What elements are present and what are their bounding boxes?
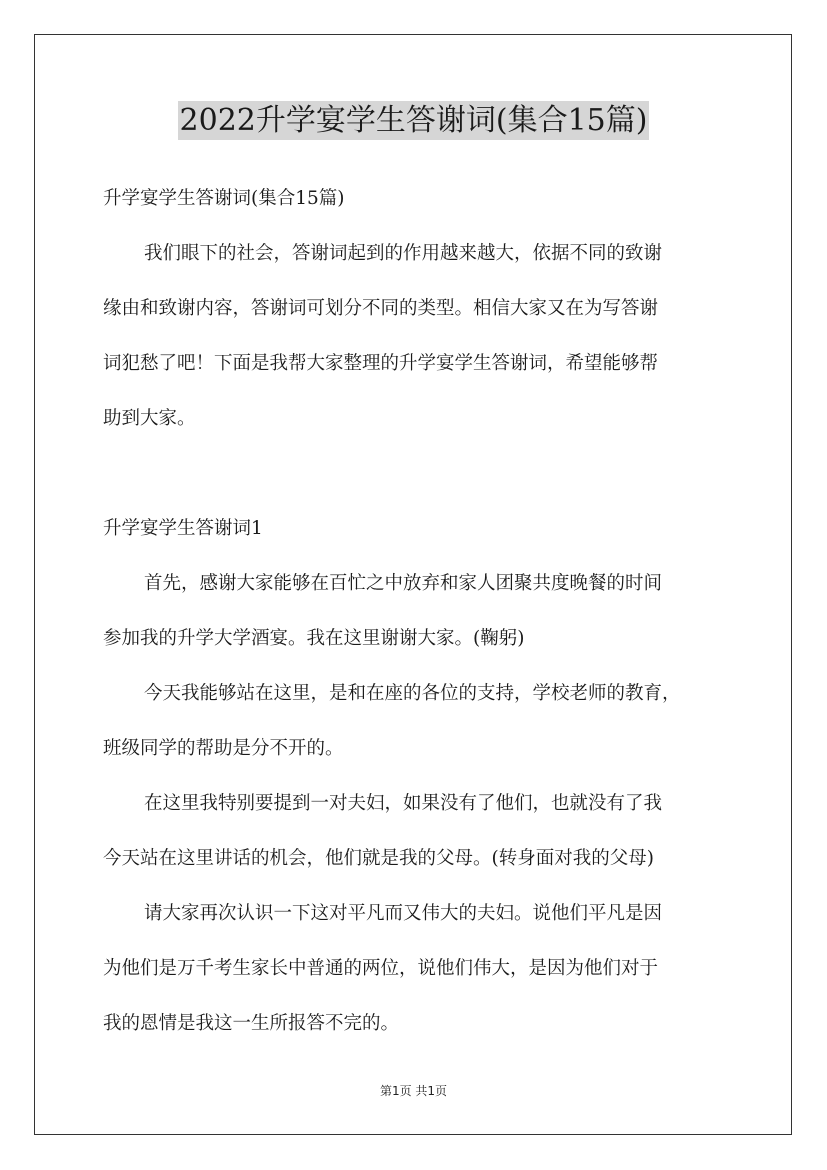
body-line: 今天站在这里讲话的机会，他们就是我的父母。(转身面对我的父母): [103, 848, 654, 869]
document-body: [103, 171, 727, 1051]
body-line: 请大家再次认识一下这对平凡而又伟大的夫妇。说他们平凡是因: [144, 903, 663, 924]
page-number: 第1页 共1页: [379, 1084, 448, 1098]
body-line: 班级同学的帮助是分不开的。: [103, 738, 344, 759]
intro-line: 助到大家。: [103, 408, 196, 429]
body-line: 我的恩情是我这一生所报答不完的。: [103, 1013, 400, 1034]
body-line: 今天我能够站在这里，是和在座的各位的支持，学校老师的教育，: [144, 683, 681, 704]
intro-line: 词犯愁了吧！下面是我帮大家整理的升学宴学生答谢词，希望能够帮: [103, 353, 659, 374]
body-line: 在这里我特别要提到一对夫妇，如果没有了他们，也就没有了我: [144, 793, 663, 814]
document-title-text: 2022升学宴学生答谢词(集合15篇): [179, 103, 648, 138]
intro-line: 我们眼下的社会，答谢词起到的作用越来越大，依据不同的致谢: [144, 243, 663, 264]
document-subtitle: 升学宴学生答谢词(集合15篇): [103, 188, 345, 209]
body-line: 首先，感谢大家能够在百忙之中放弃和家人团聚共度晚餐的时间: [144, 573, 663, 594]
body-line: 为他们是万千考生家长中普通的两位，说他们伟大，是因为他们对于: [103, 958, 659, 979]
section-heading: 升学宴学生答谢词1: [103, 518, 263, 539]
document-title: [0, 100, 827, 142]
intro-line: 缘由和致谢内容，答谢词可划分不同的类型。相信大家又在为写答谢: [103, 298, 659, 319]
body-line: 参加我的升学大学酒宴。我在这里谢谢大家。(鞠躬): [103, 628, 525, 649]
